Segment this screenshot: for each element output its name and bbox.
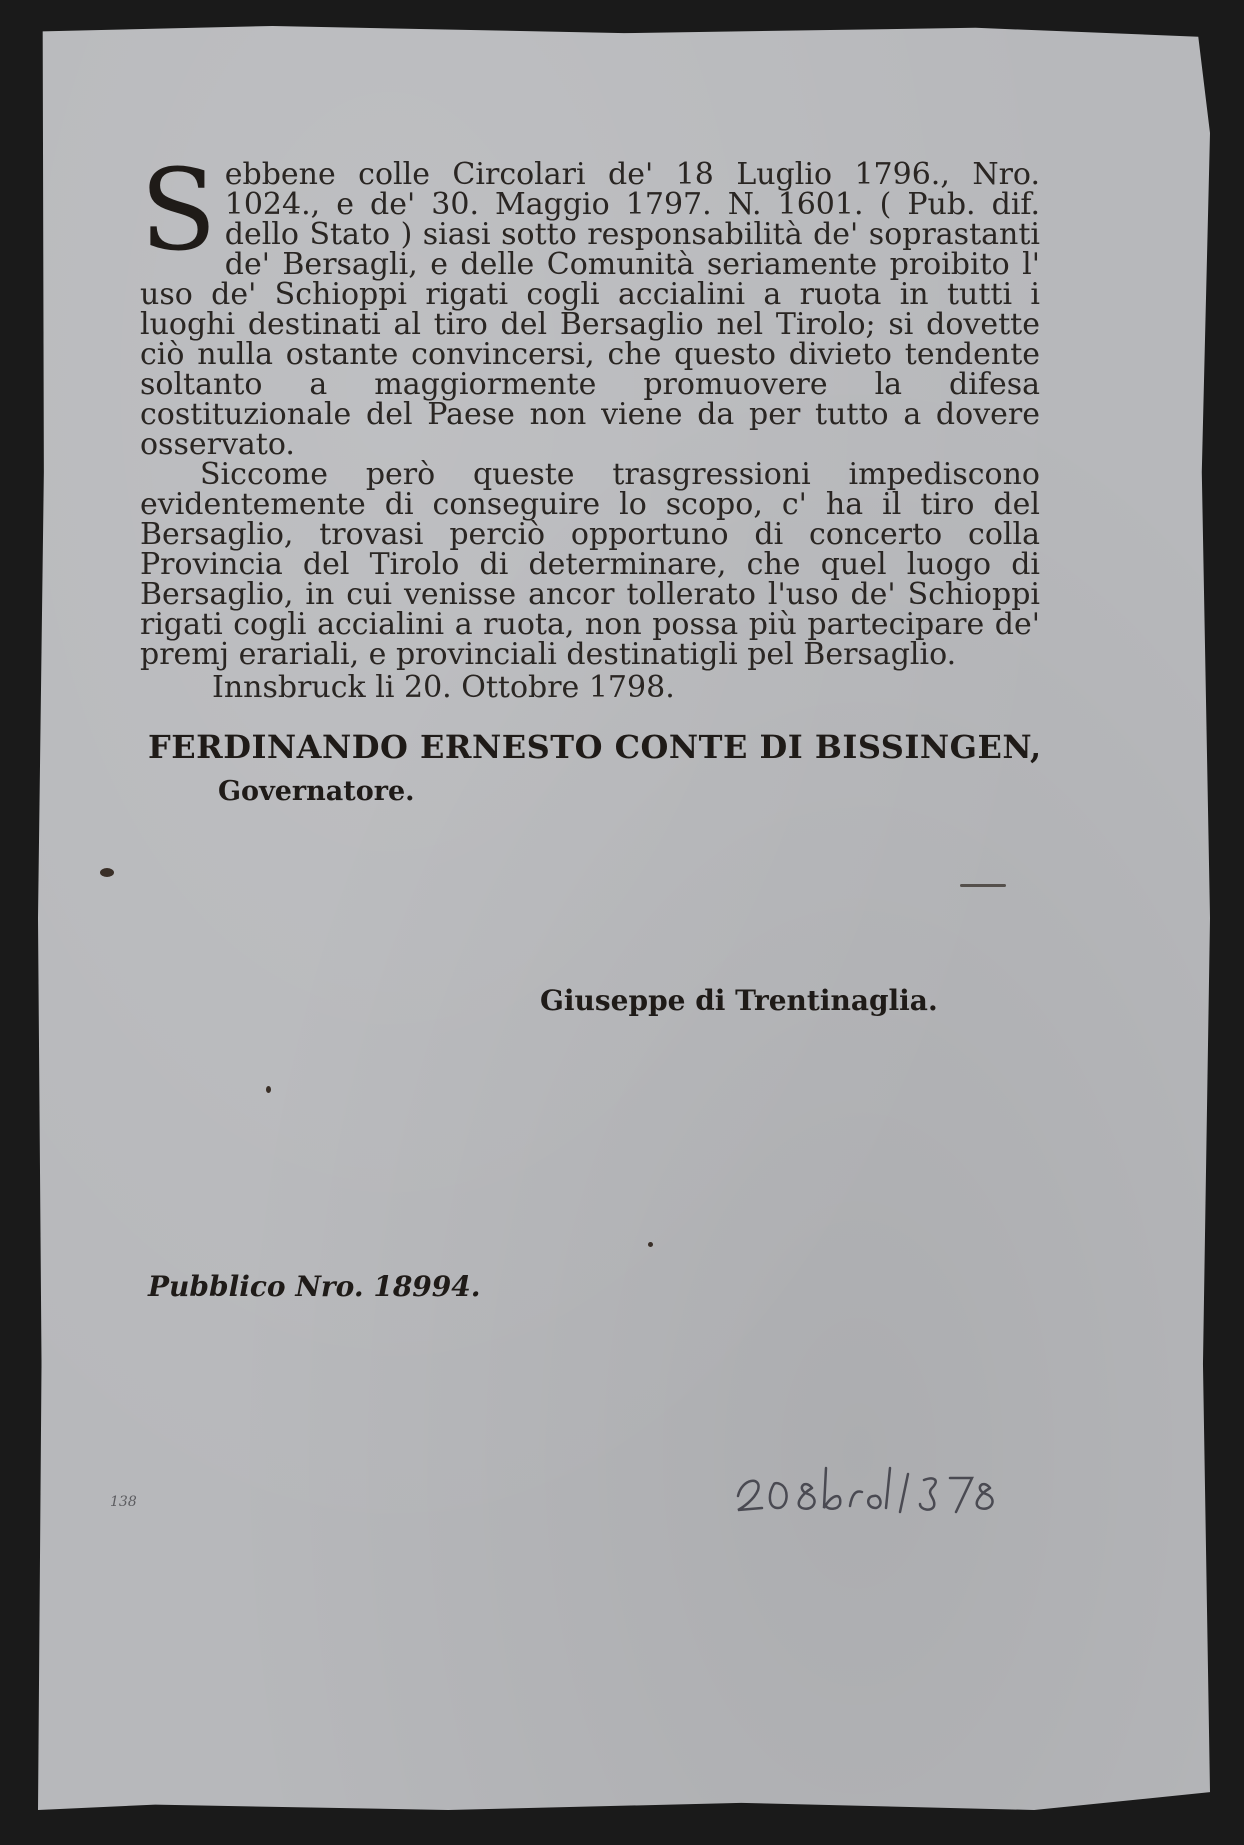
paragraph-2-text: Siccome però queste trasgressioni impediscono evidentemente di conseguire lo scopo, c' ha il tiro del Bersaglio, trovasi perciò opportuno di concerto colla Provincia del Tirolo di determinare, che quel luogo di Bersaglio, in cui venisse ancor tollerato l'uso de' Schioppi rigati cogli accialini a ruota, non possa più partecipare de' premj erariali, e provinciali destinatigli pel Bersaglio. <box>140 457 1040 672</box>
ink-speck <box>960 884 1006 887</box>
ink-speck <box>266 1086 271 1093</box>
ordinance-paragraph-1 <box>140 146 1040 462</box>
signer-title: Governatore. <box>218 776 415 807</box>
ink-speck <box>100 868 114 877</box>
drop-cap: S <box>140 146 217 276</box>
ordinance-body <box>140 146 1040 672</box>
paragraph-1-text: ebbene colle Circolari de' 18 Luglio 1796., Nro. 1024., e de' 30. Maggio 1797. N. 1601. ( Pub. dif. dello Stato ) siasi sotto responsabilità de' soprastanti de' Bersagli, e delle Comunità seriamente proibito l' uso de' Schioppi rigati cogli accialini a ruota in tutti i luoghi destinati al tiro del Bersaglio nel Tirolo; si dovette ciò nulla ostante convincersi, che questo divieto tendente soltanto a maggiormente promuovere la difesa costituzionale del Paese non viene da per tutto a dovere osservato. <box>140 157 1040 462</box>
ink-speck <box>648 1242 653 1247</box>
countersignature: Giuseppe di Trentinaglia. <box>540 984 938 1017</box>
publication-number: Pubblico Nro. 18994. <box>148 1270 481 1303</box>
handwritten-date-note <box>728 1448 1028 1518</box>
archive-number: 138 <box>110 1494 137 1510</box>
dateline: Innsbruck li 20. Ottobre 1798. <box>212 670 675 705</box>
signer-name: FERDINANDO ERNESTO CONTE DI BISSINGEN, <box>148 728 1042 766</box>
ordinance-paragraph-2 <box>140 457 1040 672</box>
